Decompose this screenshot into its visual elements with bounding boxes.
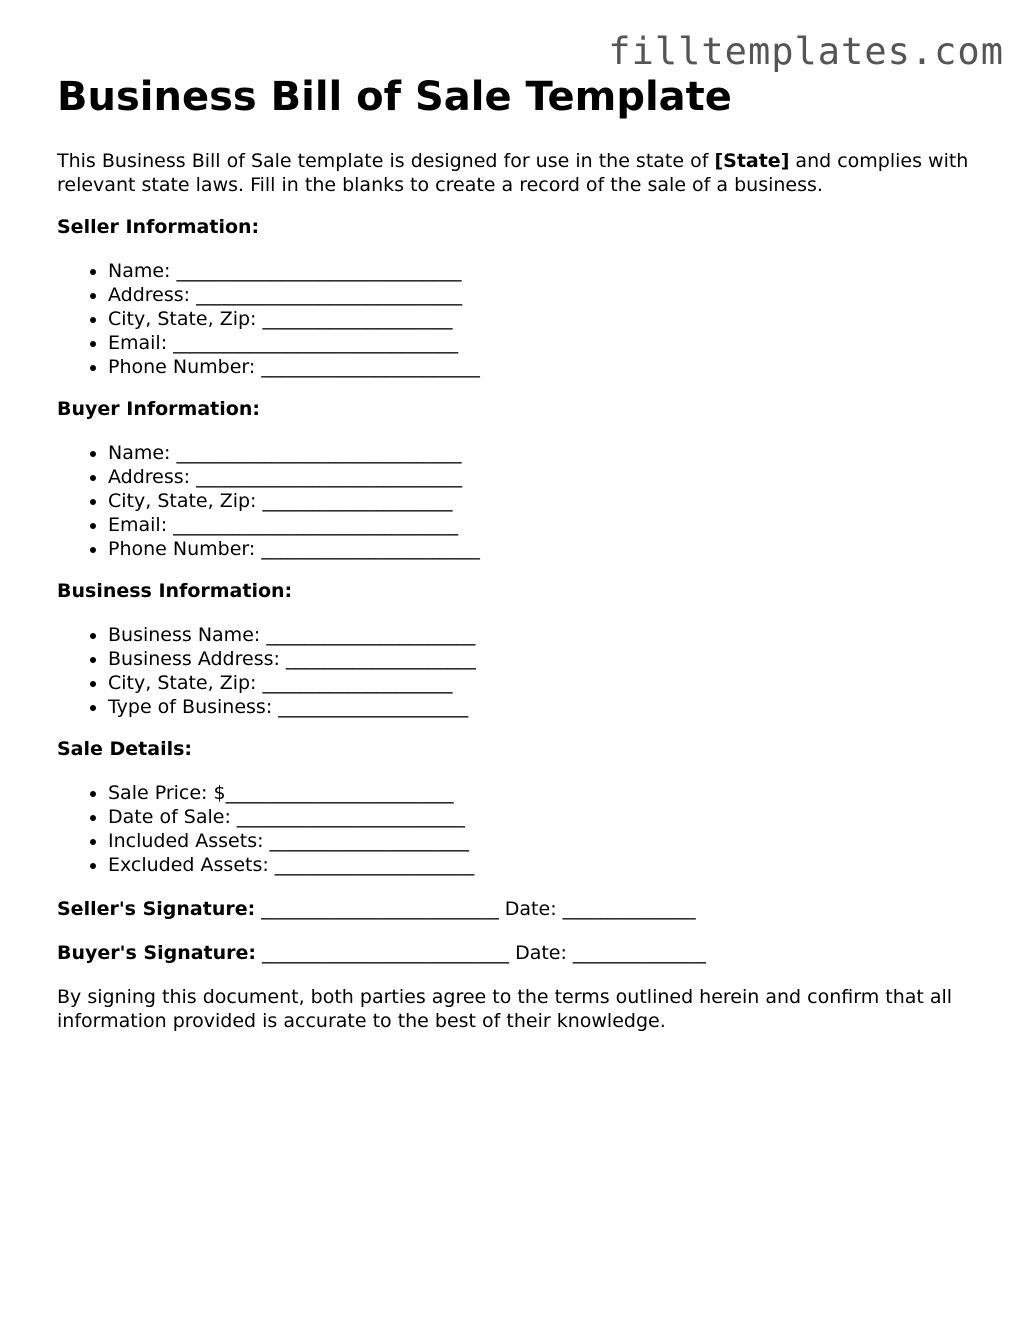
seller-signature-line bbox=[57, 897, 997, 921]
sale-date-field: • Date of Sale: ________________________ bbox=[108, 805, 997, 829]
sale-heading: Sale Details: bbox=[57, 738, 193, 760]
buyer-signature-line bbox=[57, 941, 997, 965]
closing-paragraph: By signing this document, both parties agree to the terms outlined herein and confirm that all information provided is accurate to the best of their knowledge. bbox=[57, 986, 953, 1032]
sale-price-field: • Sale Price: $________________________ bbox=[108, 781, 997, 805]
included-assets-field: • Included Assets: _____________________ bbox=[108, 829, 997, 853]
business-city-state-zip-field: • City, State, Zip: ____________________ bbox=[108, 671, 997, 695]
buyer-heading: Buyer Information: bbox=[57, 398, 260, 420]
watermark: filltemplates.com bbox=[608, 30, 1004, 73]
buyer-signature-blanks: __________________________ Date: ______________ bbox=[256, 942, 706, 964]
seller-fields bbox=[57, 259, 997, 379]
seller-phone-field: • Phone Number: _______________________ bbox=[108, 355, 997, 379]
seller-signature-label: Seller's Signature: bbox=[57, 898, 256, 920]
intro-text-before: This Business Bill of Sale template is designed for use in the state of bbox=[57, 150, 715, 172]
intro-text-after: and complies with relevant state laws. Fill in the blanks to create a record of the sale of a business. bbox=[57, 150, 969, 196]
business-type-field: • Type of Business: ____________________ bbox=[108, 695, 997, 719]
document-body bbox=[57, 72, 997, 1033]
seller-address-field: • Address: ____________________________ bbox=[108, 283, 997, 307]
page-title: Business Bill of Sale Template bbox=[57, 74, 732, 120]
seller-city-state-zip-field: • City, State, Zip: ____________________ bbox=[108, 307, 997, 331]
business-fields bbox=[57, 623, 997, 719]
intro-state-placeholder: [State] bbox=[714, 150, 790, 172]
buyer-address-field: • Address: ____________________________ bbox=[108, 465, 997, 489]
buyer-fields bbox=[57, 441, 997, 561]
buyer-email-field: • Email: ______________________________ bbox=[108, 513, 997, 537]
buyer-signature-label: Buyer's Signature: bbox=[57, 942, 256, 964]
buyer-phone-field: • Phone Number: _______________________ bbox=[108, 537, 997, 561]
business-name-field: • Business Name: ______________________ bbox=[108, 623, 997, 647]
business-address-field: • Business Address: ____________________ bbox=[108, 647, 997, 671]
excluded-assets-field: • Excluded Assets: _____________________ bbox=[108, 853, 997, 877]
buyer-name-field: • Name: ______________________________ bbox=[108, 441, 997, 465]
intro-paragraph bbox=[57, 149, 997, 197]
seller-name-field: • Name: ______________________________ bbox=[108, 259, 997, 283]
seller-heading: Seller Information: bbox=[57, 216, 260, 238]
buyer-city-state-zip-field: • City, State, Zip: ____________________ bbox=[108, 489, 997, 513]
business-heading: Business Information: bbox=[57, 580, 293, 602]
sale-fields bbox=[57, 781, 997, 877]
seller-signature-blanks: _________________________ Date: ______________ bbox=[255, 898, 696, 920]
seller-email-field: • Email: ______________________________ bbox=[108, 331, 997, 355]
